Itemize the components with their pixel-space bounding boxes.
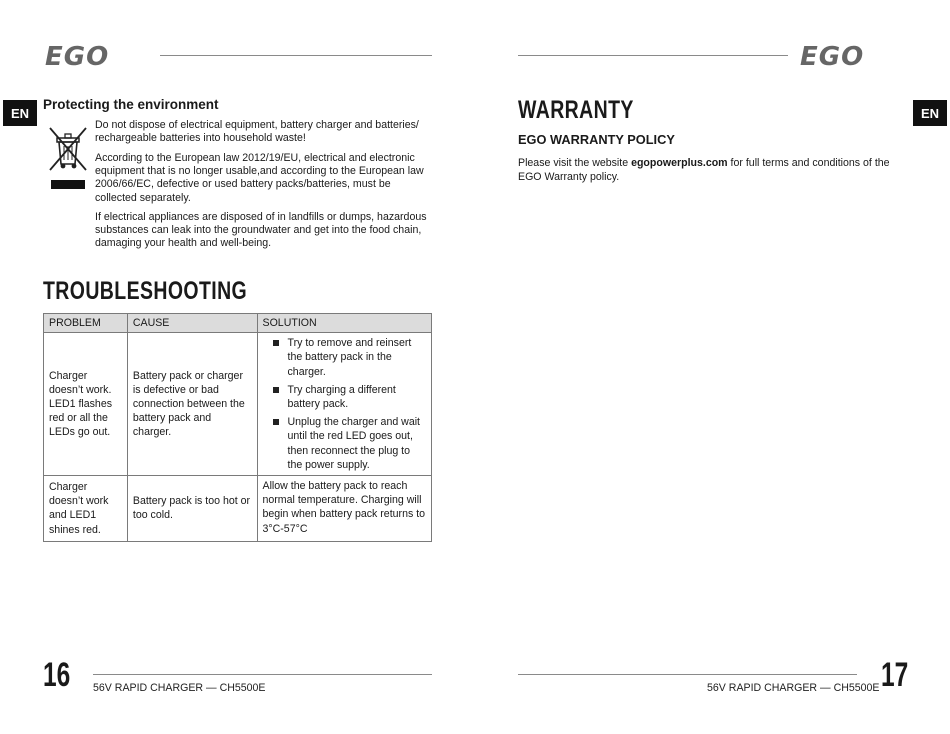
page-number-right: 17 bbox=[881, 656, 909, 694]
environment-paragraph-1: Do not dispose of electrical equipment, battery charger and batteries/ rechargeable batteries into household waste! bbox=[95, 119, 419, 145]
table-row bbox=[44, 333, 432, 476]
warranty-website-link[interactable]: egopowerplus.com bbox=[631, 157, 728, 169]
warranty-text-after: for full terms and conditions of the EGO Warranty policy. bbox=[518, 157, 890, 184]
logo-text: EGO bbox=[45, 42, 110, 68]
ego-logo bbox=[43, 40, 151, 68]
solution-cell: Allow the battery pack to reach normal temperature. Charging will begin when battery pack returns to 3°C-57°C bbox=[257, 476, 432, 542]
crossed-out-wheelie-bin-icon bbox=[46, 124, 90, 190]
footer-rule-left bbox=[93, 674, 432, 675]
bullet-square-icon bbox=[273, 419, 279, 425]
warranty-text-before: Please visit the website bbox=[518, 157, 632, 169]
warranty-subtitle: EGO WARRANTY POLICY bbox=[518, 132, 675, 147]
problem-cell: Charger doesn’t work. LED1 flashes red or all the LEDs go out. bbox=[44, 333, 128, 476]
ego-logo bbox=[798, 40, 906, 68]
header-solution: SOLUTION bbox=[257, 314, 432, 333]
language-tab-left: EN bbox=[3, 100, 37, 126]
solution-text: Try to remove and reinsert the battery pack in the charger. bbox=[287, 337, 412, 378]
list-item bbox=[263, 383, 427, 411]
header-rule-left bbox=[160, 55, 432, 56]
header-problem: PROBLEM bbox=[44, 314, 128, 333]
cause-cell: Battery pack or charger is defective or bad connection between the battery pack and charger. bbox=[127, 333, 257, 476]
header-cause: CAUSE bbox=[127, 314, 257, 333]
logo-text: EGO bbox=[800, 42, 865, 68]
environment-paragraph-2: According to the European law 2012/19/EU, electrical and electronic equipment that is no longer usable,and according to the European law 2006/66/EC, defective or used battery packs/batteries, must be collected separately. bbox=[95, 152, 424, 204]
language-tab-right: EN bbox=[913, 100, 947, 126]
table-header-row bbox=[44, 314, 432, 333]
footer-title-left: 56V RAPID CHARGER — CH5500E bbox=[93, 682, 266, 694]
environment-paragraph-3: If electrical appliances are disposed of in landfills or dumps, hazardous substances can leak into the groundwater and get into the food chain, damaging your health and well-being. bbox=[95, 211, 427, 250]
footer-rule-right bbox=[518, 674, 857, 675]
solution-list bbox=[263, 336, 427, 472]
troubleshooting-table bbox=[43, 313, 432, 542]
warranty-title: WARRANTY bbox=[518, 96, 634, 124]
bullet-square-icon bbox=[273, 387, 279, 393]
list-item bbox=[263, 336, 427, 379]
bullet-square-icon bbox=[273, 340, 279, 346]
troubleshooting-title: TROUBLESHOOTING bbox=[43, 277, 248, 305]
table-row bbox=[44, 476, 432, 542]
solution-cell bbox=[257, 333, 432, 476]
solution-text: Try charging a different battery pack. bbox=[287, 383, 396, 411]
problem-cell: Charger doesn’t work and LED1 shines red. bbox=[44, 476, 128, 542]
page-number-left: 16 bbox=[43, 656, 71, 694]
footer-title-right: 56V RAPID CHARGER — CH5500E bbox=[707, 682, 880, 694]
solution-text: Unplug the charger and wait until the red LED goes out, then reconnect the plug to the power supply. bbox=[287, 416, 421, 471]
list-item bbox=[263, 415, 427, 472]
header-rule-right bbox=[518, 55, 788, 56]
warranty-paragraph bbox=[518, 156, 898, 185]
environment-title: Protecting the environment bbox=[43, 97, 219, 112]
cause-cell: Battery pack is too hot or too cold. bbox=[127, 476, 257, 542]
